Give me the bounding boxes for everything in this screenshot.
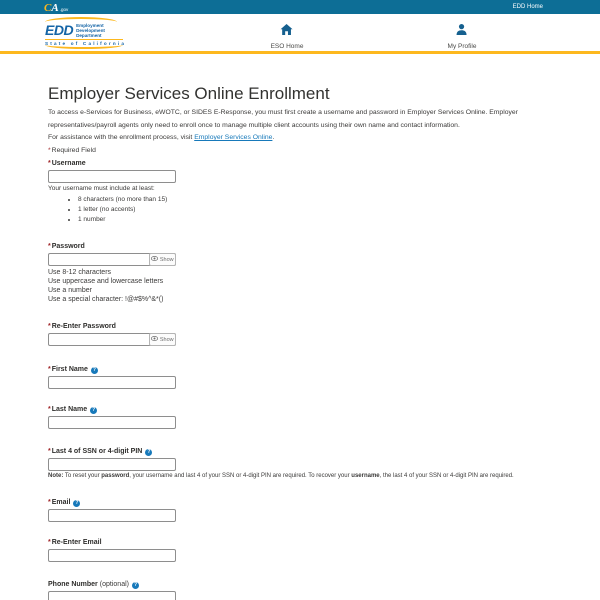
email-label: * Email ? bbox=[48, 499, 79, 506]
reenter-password-label: * Re-Enter Password bbox=[48, 323, 116, 330]
person-icon bbox=[457, 22, 467, 40]
help-icon[interactable]: ? bbox=[92, 366, 96, 373]
reenter-password-group bbox=[48, 323, 552, 346]
username-requirement: • 1 number bbox=[78, 216, 552, 223]
last-name-input[interactable] bbox=[48, 416, 176, 429]
first-name-group bbox=[48, 366, 552, 389]
last-name-label: * Last Name ? bbox=[48, 406, 96, 413]
email-group bbox=[48, 499, 552, 522]
email-input[interactable] bbox=[48, 509, 176, 522]
assist-text: For assistance with the enrollment process, visit Employer Services Online. bbox=[48, 134, 275, 141]
eye-icon bbox=[151, 256, 158, 263]
password-group bbox=[48, 243, 552, 304]
password-label: * Password bbox=[48, 243, 85, 250]
help-icon[interactable]: ? bbox=[133, 581, 138, 588]
reenter-email-label: * Re-Enter Email bbox=[48, 539, 102, 546]
nav-my-profile[interactable] bbox=[448, 22, 477, 50]
required-field-note: *Required Field bbox=[48, 147, 96, 154]
ca-gov-logo[interactable]: CA .gov bbox=[44, 2, 69, 14]
password-rules bbox=[48, 268, 552, 304]
username-group bbox=[48, 160, 552, 223]
reenter-email-group bbox=[48, 539, 552, 562]
help-icon[interactable]: ? bbox=[75, 499, 79, 506]
home-icon bbox=[281, 22, 293, 40]
eye-icon bbox=[151, 336, 158, 343]
username-hint: Your username must include at least: bbox=[48, 185, 155, 192]
page-title: Employer Services Online Enrollment bbox=[48, 84, 330, 103]
first-name-label: * First Name ? bbox=[48, 366, 96, 373]
ssn-note: Note: To reset your password, your username and last 4 of your SSN or 4-digit PIN are required. To recover your username, the last 4 of your SSN or 4-digit PIN are required. bbox=[48, 473, 514, 479]
help-icon[interactable]: ? bbox=[147, 448, 151, 455]
ssn-input[interactable] bbox=[48, 458, 176, 471]
username-requirement: • 1 letter (no accents) bbox=[78, 206, 552, 213]
password-show-button[interactable]: Show bbox=[149, 253, 176, 266]
employer-services-online-link[interactable]: Employer Services Online bbox=[194, 134, 273, 141]
nav-eso-home-label: ESO Home bbox=[270, 43, 304, 50]
username-requirements bbox=[48, 196, 552, 223]
password-rule: Use uppercase and lowercase letters bbox=[48, 278, 164, 285]
password-rule: Use a number bbox=[48, 287, 92, 294]
phone-label: Phone Number (optional) ? bbox=[48, 581, 138, 588]
ssn-label: * Last 4 of SSN or 4-digit PIN ? bbox=[48, 448, 151, 455]
last-name-group bbox=[48, 406, 552, 429]
ssn-group bbox=[48, 448, 552, 480]
phone-group bbox=[48, 581, 552, 600]
edd-logo[interactable] bbox=[45, 17, 127, 49]
nav-my-profile-label: My Profile bbox=[447, 43, 477, 50]
intro-text: To access e-Services for Business, eWOTC, or SIDES E-Response, you must first create a username and password in Employer Services Online. Employer representatives/payroll agents only need to enroll once to manage multiple client accounts using their own name and contact information. bbox=[48, 109, 518, 129]
reenter-email-input[interactable] bbox=[48, 549, 176, 562]
password-rule: Use a special character: !@#$%^&*() bbox=[48, 296, 164, 303]
site-header bbox=[0, 14, 600, 51]
password-rule: Use 8-12 characters bbox=[48, 269, 112, 276]
ca-gov-logo-text: CA bbox=[44, 2, 59, 14]
topbar bbox=[0, 0, 600, 14]
edd-logo-state: State of California bbox=[45, 39, 123, 49]
username-input[interactable] bbox=[48, 170, 176, 183]
first-name-input[interactable] bbox=[48, 376, 176, 389]
help-icon[interactable]: ? bbox=[92, 406, 96, 413]
reenter-password-show-button[interactable]: Show bbox=[149, 333, 176, 346]
username-requirement: • 8 characters (no more than 15) bbox=[78, 196, 552, 203]
username-label: * Username bbox=[48, 160, 86, 167]
nav-eso-home[interactable] bbox=[271, 22, 304, 50]
edd-home-link[interactable]: EDD Home bbox=[512, 4, 543, 10]
edd-logo-acronym: EDD bbox=[45, 22, 74, 38]
edd-logo-department-lines: Employment Development Department bbox=[76, 23, 105, 38]
phone-input[interactable] bbox=[48, 591, 176, 600]
main-content bbox=[0, 54, 600, 600]
